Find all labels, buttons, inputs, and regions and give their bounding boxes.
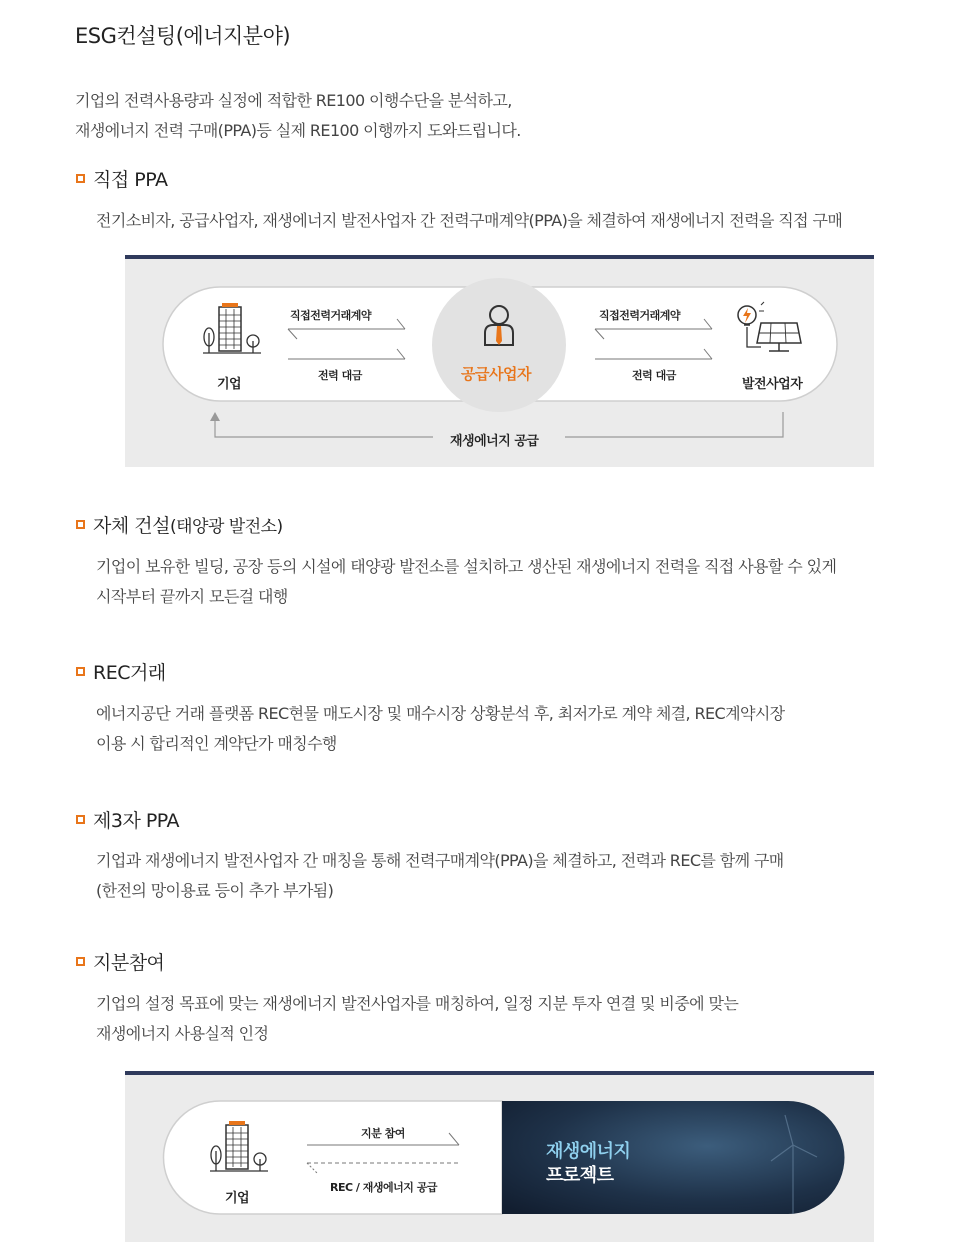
body-line: (한전의 망이용료 등이 추가 부가됨) — [96, 881, 334, 900]
body-line: 이용 시 합리적인 계약단가 매칭수행 — [96, 734, 337, 753]
section-heading-text: REC거래 — [93, 662, 166, 684]
section-heading-equity — [76, 948, 164, 975]
section-heading-self-build — [76, 511, 283, 538]
payment-right-label: 전력 대금 — [632, 369, 676, 382]
supply-label: 재생에너지 공급 — [450, 434, 539, 449]
section-body-direct-ppa — [96, 206, 842, 236]
equity-label: 지분 참여 — [361, 1127, 405, 1140]
intro-line: 재생에너지 전력 구매(PPA)등 실제 RE100 이행까지 도와드립니다. — [75, 121, 521, 140]
body-line: 기업의 설정 목표에 맞는 재생에너지 발전사업자를 매칭하여, 일정 지분 투자 연결 및 비중에 맞는 — [96, 994, 739, 1013]
equity-diagram-graphic — [125, 1075, 874, 1242]
body-line: 기업과 재생에너지 발전사업자 간 매칭을 통해 전력구매계약(PPA)을 체결하고, 전력과 REC를 함께 구매 — [96, 851, 784, 870]
payment-left-label: 전력 대금 — [318, 369, 362, 382]
section-subheading-text: (태양광 발전소) — [169, 517, 283, 537]
company-label: 기업 — [217, 377, 242, 392]
bullet-square-icon — [76, 520, 85, 529]
section-heading-third-party-ppa — [76, 806, 179, 833]
bullet-square-icon — [76, 667, 85, 676]
section-body-equity — [96, 989, 738, 1049]
section-heading-text: 지분참여 — [93, 952, 165, 974]
section-body-self-build — [96, 552, 836, 612]
project-label-line1: 재생에너지 — [546, 1141, 631, 1162]
body-line: 시작부터 끝까지 모든걸 대행 — [96, 587, 288, 606]
body-line: 에너지공단 거래 플랫폼 REC현물 매도시장 및 매수시장 상황분석 후, 최저가로 계약 체결, REC계약시장 — [96, 704, 785, 723]
section-heading-text: 직접 PPA — [93, 169, 168, 191]
section-heading-rec-trade — [76, 658, 166, 685]
section-heading-direct-ppa — [76, 165, 167, 192]
body-line: 재생에너지 사용실적 인정 — [96, 1024, 269, 1043]
bullet-square-icon — [76, 815, 85, 824]
section-body-rec-trade — [96, 699, 785, 759]
body-line: 전기소비자, 공급사업자, 재생에너지 발전사업자 간 전력구매계약(PPA)을 체결하여 재생에너지 전력을 직접 구매 — [96, 211, 843, 230]
body-line: 기업이 보유한 빌딩, 공장 등의 시설에 태양광 발전소를 설치하고 생산된 재생에너지 전력을 직접 사용할 수 있게 — [96, 557, 837, 576]
section-body-third-party-ppa — [96, 846, 784, 906]
project-label-line2: 프로젝트 — [546, 1165, 614, 1186]
direct-ppa-diagram — [125, 255, 874, 467]
generator-label: 발전사업자 — [742, 377, 803, 392]
intro-text — [75, 86, 521, 146]
section-heading-text: 자체 건설 — [93, 515, 170, 537]
rec-supply-label: REC / 재생에너지 공급 — [330, 1181, 437, 1194]
section-heading-text: 제3자 PPA — [93, 810, 180, 832]
equity-diagram — [125, 1071, 874, 1242]
page-title: ESG컨설팅(에너지분야) — [75, 24, 291, 48]
bullet-square-icon — [76, 174, 85, 183]
supplier-label: 공급사업자 — [461, 365, 531, 383]
bullet-square-icon — [76, 957, 85, 966]
contract-right-label: 직접전력거래계약 — [599, 309, 681, 322]
intro-line: 기업의 전력사용량과 실정에 적합한 RE100 이행수단을 분석하고, — [75, 91, 512, 110]
contract-left-label: 직접전력거래계약 — [290, 309, 372, 322]
company-label: 기업 — [225, 1191, 250, 1206]
